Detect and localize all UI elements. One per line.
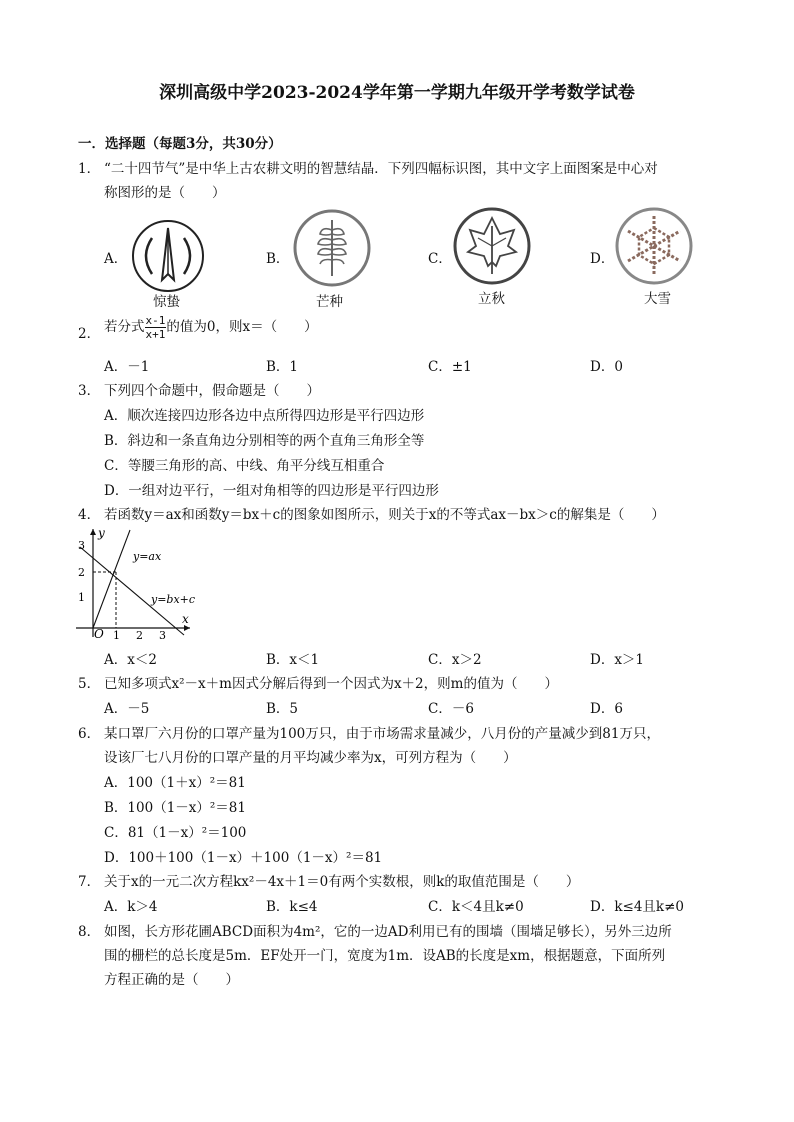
q2-option-b: B．1 [266, 359, 299, 375]
page-title: 深圳高级中学2023-2024学年第一学期九年级开学考数学试卷 [159, 83, 635, 103]
graph-ytick-3: 3 [78, 539, 85, 552]
q4-number: 4． [78, 507, 101, 523]
q1-caption-b: 芒种 [316, 294, 343, 310]
q5-option-b: B．5 [266, 701, 299, 717]
q3-option-a: A．顺次连接四边形各边中点所得四边形是平行四边形 [104, 408, 425, 424]
q1-caption-c: 立秋 [478, 291, 505, 307]
q3-stem: 下列四个命题中，假命题是（ ） [104, 383, 320, 399]
q7-option-c: C．k＜4且k≠0 [428, 899, 524, 915]
q8-number: 8． [78, 924, 101, 940]
q6-option-c: C．81（1－x）²＝100 [104, 825, 247, 841]
q1-option-d: D． [590, 251, 615, 267]
jingzhe-emblem-icon [130, 218, 206, 294]
q4-option-d: D．x＞1 [590, 652, 645, 668]
daxue-snowflake-icon [614, 206, 694, 286]
q3-option-b: B．斜边和一条直角边分别相等的两个直角三角形全等 [104, 433, 425, 449]
q4-option-a: A．x＜2 [104, 652, 157, 668]
q1-option-c: C． [428, 251, 452, 267]
graph-line2-label: y=bx+c [151, 593, 196, 606]
q6-option-b: B．100（1－x）²＝81 [104, 800, 246, 816]
q1-caption-a: 惊蛰 [153, 294, 180, 310]
q2-option-a: A．－1 [104, 359, 150, 375]
line-y-ax [93, 530, 130, 628]
q2-numerator: x-1 [145, 314, 166, 327]
graph-xtick-3: 3 [159, 629, 166, 640]
q4-stem: 若函数y＝ax和函数y＝bx＋c的图象如图所示，则关于x的不等式ax－bx＞c的解集是（ ） [104, 507, 665, 523]
q7-option-b: B．k≤4 [266, 899, 318, 915]
q2-stem [104, 314, 318, 341]
q2-denominator: x+1 [145, 328, 166, 341]
q2-option-d: D．0 [590, 359, 623, 375]
graph-ytick-1: 1 [78, 591, 85, 604]
q7-option-d: D．k≤4且k≠0 [590, 899, 684, 915]
q2-fraction [145, 314, 167, 341]
q6-number: 6． [78, 726, 101, 742]
q3-option-d: D．一组对边平行，一组对角相等的四边形是平行四边形 [104, 483, 439, 499]
liqiu-leaf-icon [452, 206, 532, 286]
q6-stem-line1: 某口罩厂六月份的口罩产量为100万只，由于市场需求量减少，八月份的产量减少到81万只， [104, 726, 660, 742]
q2-option-c: C．±1 [428, 359, 472, 375]
graph-line1-label: y=ax [133, 550, 162, 563]
graph-origin: O [94, 627, 104, 640]
graph-x-label: x [182, 612, 189, 626]
q5-option-c: C．－6 [428, 701, 474, 717]
q8-stem-line1: 如图，长方形花圃ABCD面积为4m²，它的一边AD利用已有的围墙（围墙足够长），另外三边所 [104, 924, 672, 940]
q3-number: 3． [78, 383, 101, 399]
graph-ytick-2: 2 [78, 566, 85, 579]
q6-stem-line2: 设该厂七八月份的口罩产量的月平均减少率为x，可列方程为（ ） [104, 750, 517, 766]
q2-stem-post: 的值为0，则x＝（ ） [166, 319, 318, 335]
graph-xtick-1: 1 [113, 629, 120, 640]
q5-option-d: D．6 [590, 701, 623, 717]
q6-option-d: D．100＋100（1－x）＋100（1－x）²＝81 [104, 850, 383, 866]
q8-stem-line2: 围的栅栏的总长度是5m．EF处开一门，宽度为1m．设AB的长度是xm，根据题意，下面所列 [104, 948, 666, 964]
graph-y-label: y [98, 526, 105, 540]
q1-option-b: B． [266, 251, 290, 267]
section-heading: 一．选择题（每题3分，共30分） [78, 136, 282, 152]
q2-number: 2． [78, 326, 101, 342]
q1-number: 1． [78, 161, 101, 177]
q3-option-c: C．等腰三角形的高、中线、角平分线互相重合 [104, 458, 385, 474]
q4-option-c: C．x＞2 [428, 652, 482, 668]
mangzhong-wheat-icon [292, 208, 372, 288]
q5-option-a: A．－5 [104, 701, 150, 717]
q1-stem-line2: 称图形的是（ ） [104, 185, 226, 201]
q7-number: 7． [78, 874, 101, 890]
q8-stem-line3: 方程正确的是（ ） [104, 972, 239, 988]
q6-option-a: A．100（1＋x）²＝81 [104, 775, 246, 791]
graph-xtick-2: 2 [136, 629, 143, 640]
q4-function-graph [72, 525, 197, 640]
q4-option-b: B．x＜1 [266, 652, 320, 668]
q2-stem-pre: 若分式 [104, 319, 145, 335]
q1-option-a: A． [104, 251, 128, 267]
q5-number: 5． [78, 676, 101, 692]
q5-stem: 已知多项式x²－x＋m因式分解后得到一个因式为x＋2，则m的值为（ ） [104, 676, 558, 692]
q1-caption-d: 大雪 [644, 291, 671, 307]
q7-stem: 关于x的一元二次方程kx²－4x＋1＝0有两个实数根，则k的取值范围是（ ） [104, 874, 580, 890]
q7-option-a: A．k＞4 [104, 899, 158, 915]
q1-stem-line1: “二十四节气”是中华上古农耕文明的智慧结晶．下列四幅标识图，其中文字上面图案是中心对 [104, 161, 658, 177]
